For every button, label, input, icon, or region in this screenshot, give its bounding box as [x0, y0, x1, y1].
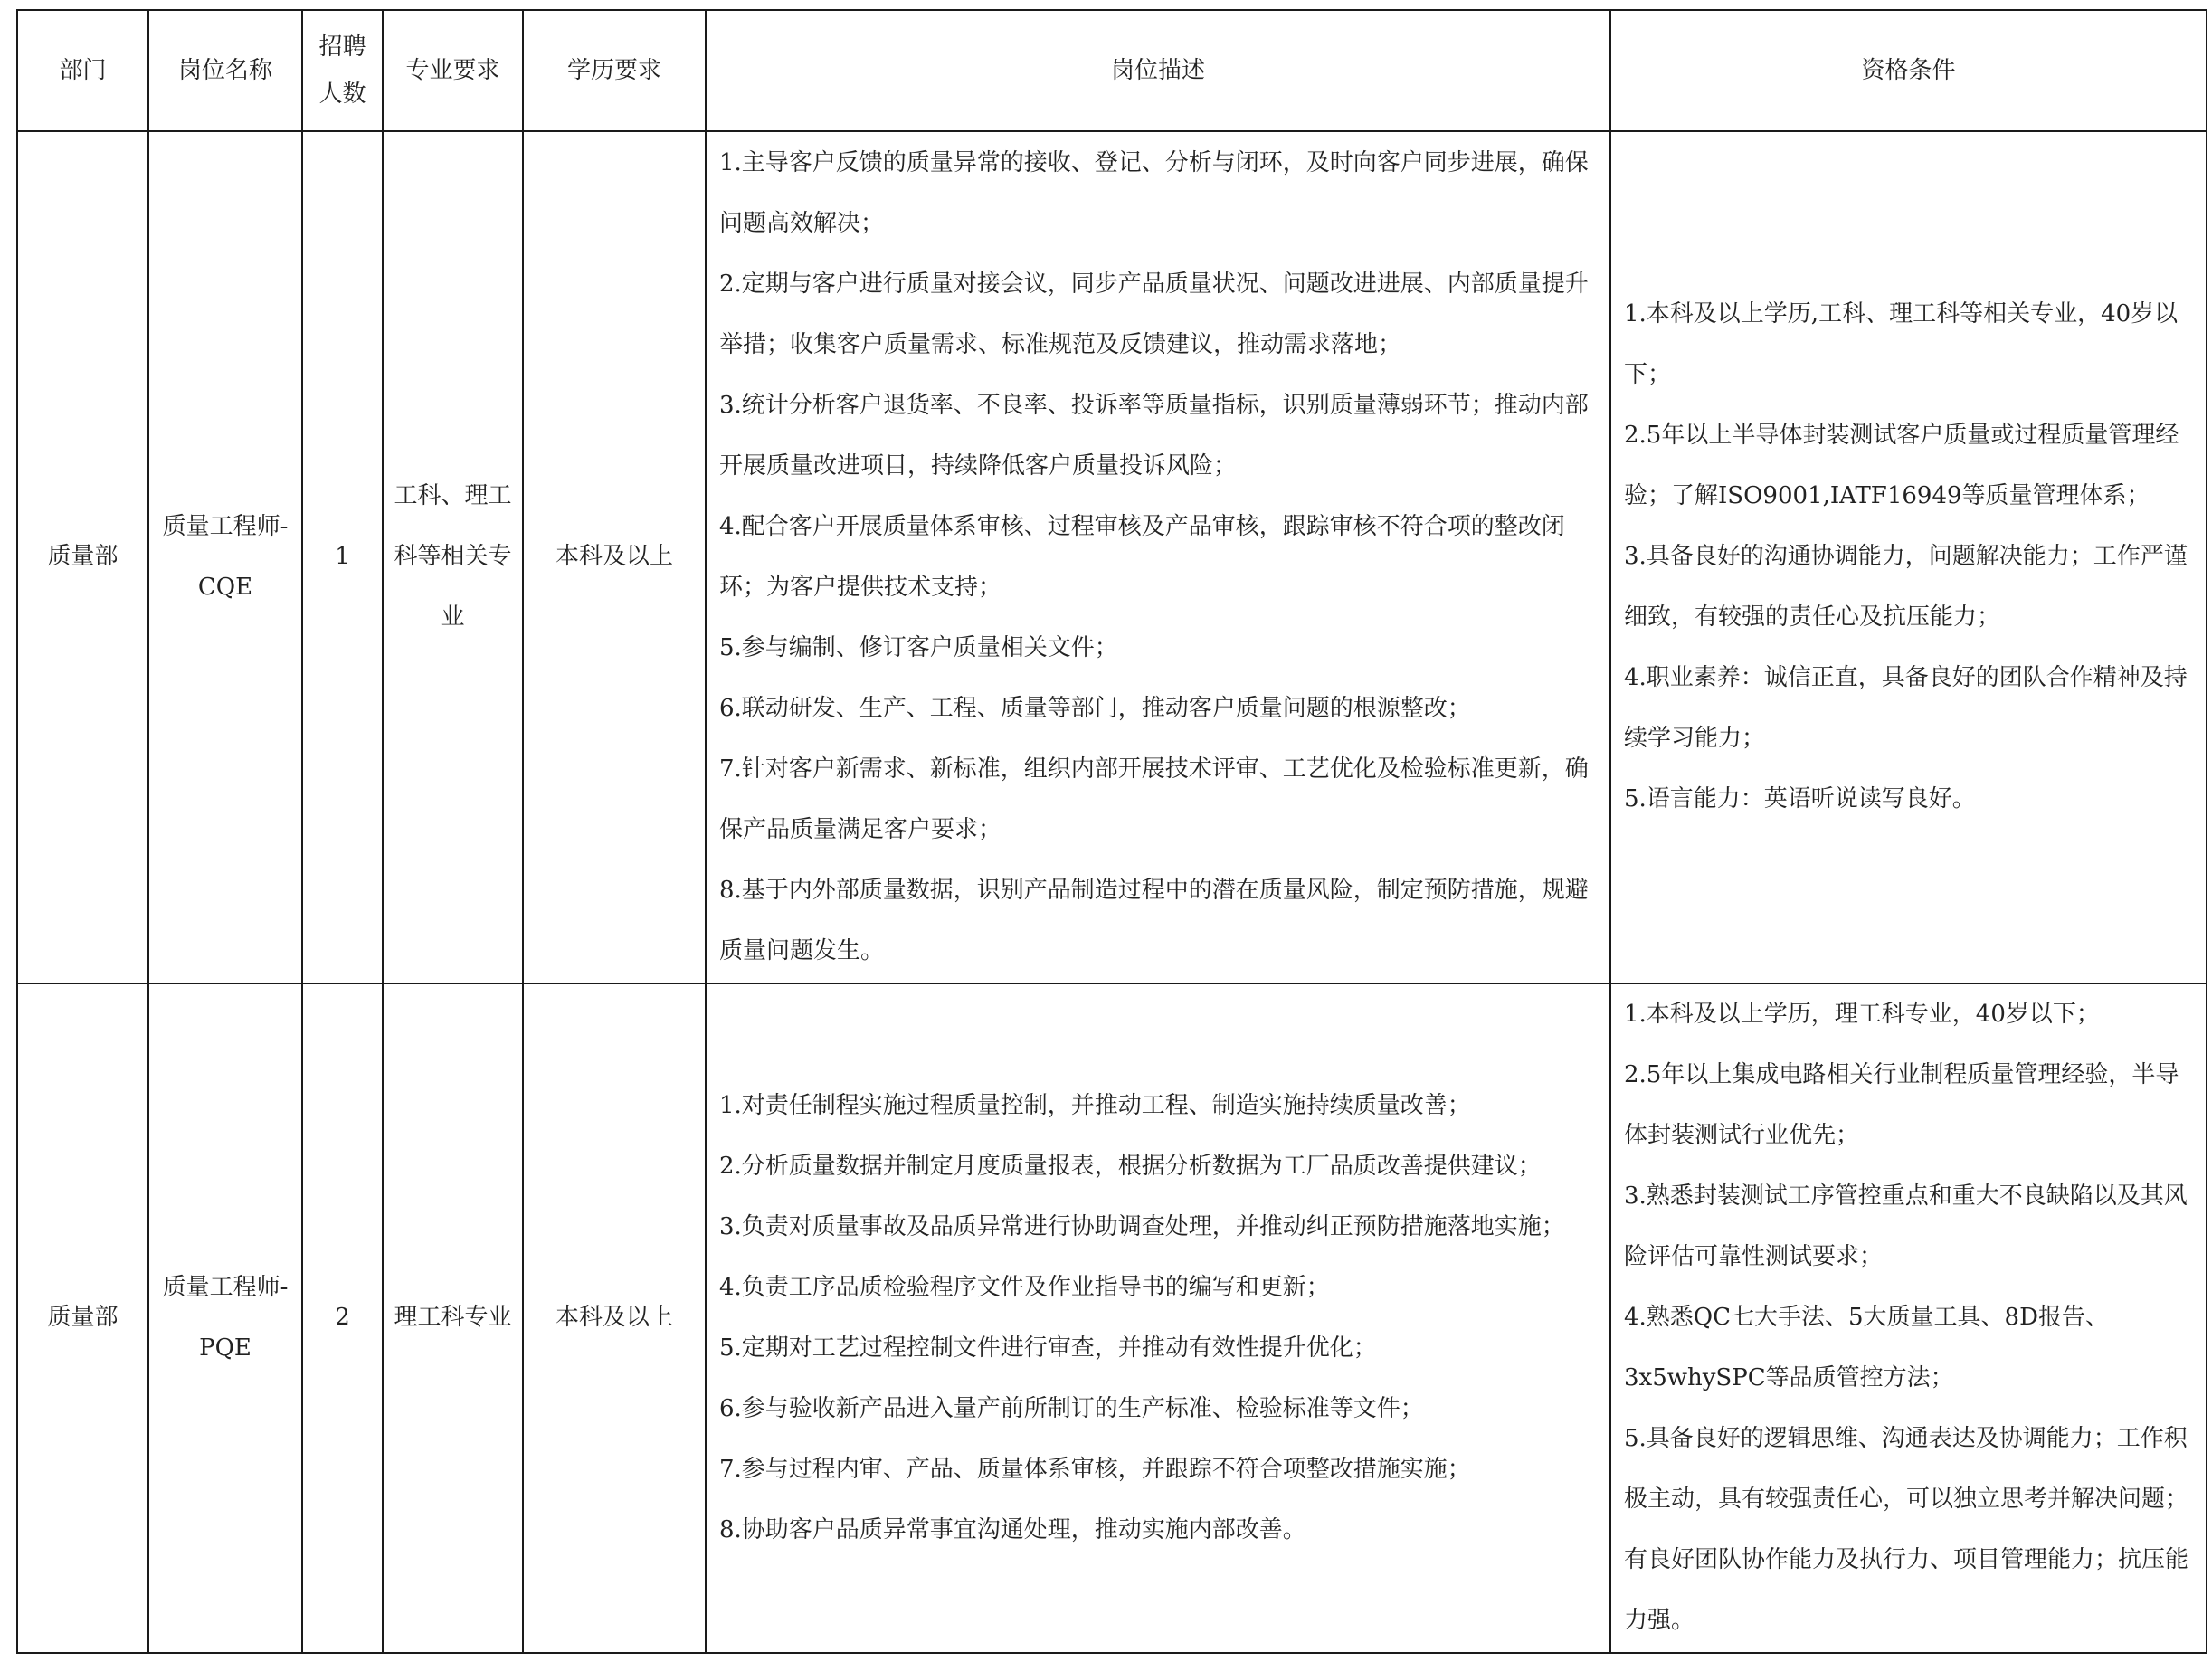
qual-item: 3.熟悉封装测试工序管控重点和重大不良缺陷以及其风险评估可靠性测试要求； — [1624, 1182, 2188, 1271]
desc-item: 1.对责任制程实施过程质量控制，并推动工程、制造实施持续质量改善； — [719, 1091, 1471, 1119]
header-row — [17, 10, 2207, 131]
qual-item: 5.语言能力：英语听说读写良好。 — [1624, 785, 1976, 813]
qual-item: 1.本科及以上学历,工科、理工科等相关专业，40岁以下； — [1624, 300, 2179, 389]
cell-desc — [706, 983, 1610, 1653]
job-table — [16, 9, 2207, 1654]
cell-qual — [1610, 131, 2207, 983]
header-qual: 资格条件 — [1610, 10, 2207, 131]
desc-item: 5.定期对工艺过程控制文件进行审查，并推动有效性提升优化； — [719, 1334, 1377, 1362]
desc-item: 4.负责工序品质检验程序文件及作业指导书的编写和更新； — [719, 1273, 1330, 1301]
cell-major: 理工科专业 — [383, 983, 523, 1653]
header-edu: 学历要求 — [523, 10, 706, 131]
cell-desc — [706, 131, 1610, 983]
desc-item: 3.统计分析客户退货率、不良率、投诉率等质量指标，识别质量薄弱环节；推动内部开展质量改进项目，持续降低客户质量投诉风险； — [719, 391, 1589, 480]
header-dept: 部门 — [17, 10, 148, 131]
header-major: 专业要求 — [383, 10, 523, 131]
header-title: 岗位名称 — [148, 10, 302, 131]
qual-item: 3.具备良好的沟通协调能力，问题解决能力；工作严谨细致，有较强的责任心及抗压能力； — [1624, 543, 2188, 632]
desc-item: 4.配合客户开展质量体系审核、过程审核及产品审核，跟踪审核不符合项的整改闭环；为客户提供技术支持； — [719, 512, 1565, 601]
cell-qual — [1610, 983, 2207, 1653]
cell-edu: 本科及以上 — [523, 131, 706, 983]
table-row — [17, 131, 2207, 983]
desc-item: 1.主导客户反馈的质量异常的接收、登记、分析与闭环，及时向客户同步进展，确保问题高效解决； — [719, 148, 1589, 237]
cell-title: 质量工程师-CQE — [148, 131, 302, 983]
qual-item: 4.熟悉QC七大手法、5大质量工具、8D报告、3x5whySPC等品质管控方法； — [1624, 1304, 2109, 1392]
cell-major: 工科、理工科等相关专业 — [383, 131, 523, 983]
qual-item: 4.职业素养：诚信正直，具备良好的团队合作精神及持续学习能力； — [1624, 664, 2188, 753]
cell-dept: 质量部 — [17, 131, 148, 983]
cell-count: 1 — [302, 131, 383, 983]
qual-item: 2.5年以上集成电路相关行业制程质量管理经验，半导体封装测试行业优先； — [1624, 1061, 2179, 1150]
table-row — [17, 983, 2207, 1653]
desc-item: 6.参与验收新产品进入量产前所制订的生产标准、检验标准等文件； — [719, 1394, 1424, 1422]
desc-item: 3.负责对质量事故及品质异常进行协助调查处理，并推动纠正预防措施落地实施； — [719, 1212, 1565, 1240]
cell-count: 2 — [302, 983, 383, 1653]
cell-title: 质量工程师-PQE — [148, 983, 302, 1653]
desc-item: 6.联动研发、生产、工程、质量等部门，推动客户质量问题的根源整改； — [719, 694, 1471, 722]
qual-item: 5.具备良好的逻辑思维、沟通表达及协调能力；工作积极主动，具有较强责任心，可以独立思考并解决问题；有良好团队协作能力及执行力、项目管理能力；抗压能力强。 — [1624, 1425, 2189, 1635]
desc-item: 7.参与过程内审、产品、质量体系审核，并跟踪不符合项整改措施实施； — [719, 1455, 1471, 1483]
qual-item: 1.本科及以上学历，理工科专业，40岁以下； — [1624, 1001, 2100, 1029]
qual-item: 2.5年以上半导体封装测试客户质量或过程质量管理经验；了解ISO9001,IATF16949等质量管理体系； — [1624, 422, 2179, 510]
desc-item: 7.针对客户新需求、新标准，组织内部开展技术评审、工艺优化及检验标准更新，确保产品质量满足客户要求； — [719, 755, 1589, 843]
cell-edu: 本科及以上 — [523, 983, 706, 1653]
desc-item: 8.基于内外部质量数据，识别产品制造过程中的潜在质量风险，制定预防措施，规避质量问题发生。 — [719, 876, 1589, 964]
desc-item: 5.参与编制、修订客户质量相关文件； — [719, 633, 1118, 661]
desc-item: 2.定期与客户进行质量对接会议，同步产品质量状况、问题改进进展、内部质量提升举措；收集客户质量需求、标准规范及反馈建议，推动需求落地； — [719, 270, 1589, 358]
header-count: 招聘人数 — [302, 10, 383, 131]
header-desc: 岗位描述 — [706, 10, 1610, 131]
cell-dept: 质量部 — [17, 983, 148, 1653]
desc-item: 8.协助客户品质异常事宜沟通处理，推动实施内部改善。 — [719, 1515, 1306, 1543]
desc-item: 2.分析质量数据并制定月度质量报表，根据分析数据为工厂品质改善提供建议； — [719, 1152, 1542, 1180]
